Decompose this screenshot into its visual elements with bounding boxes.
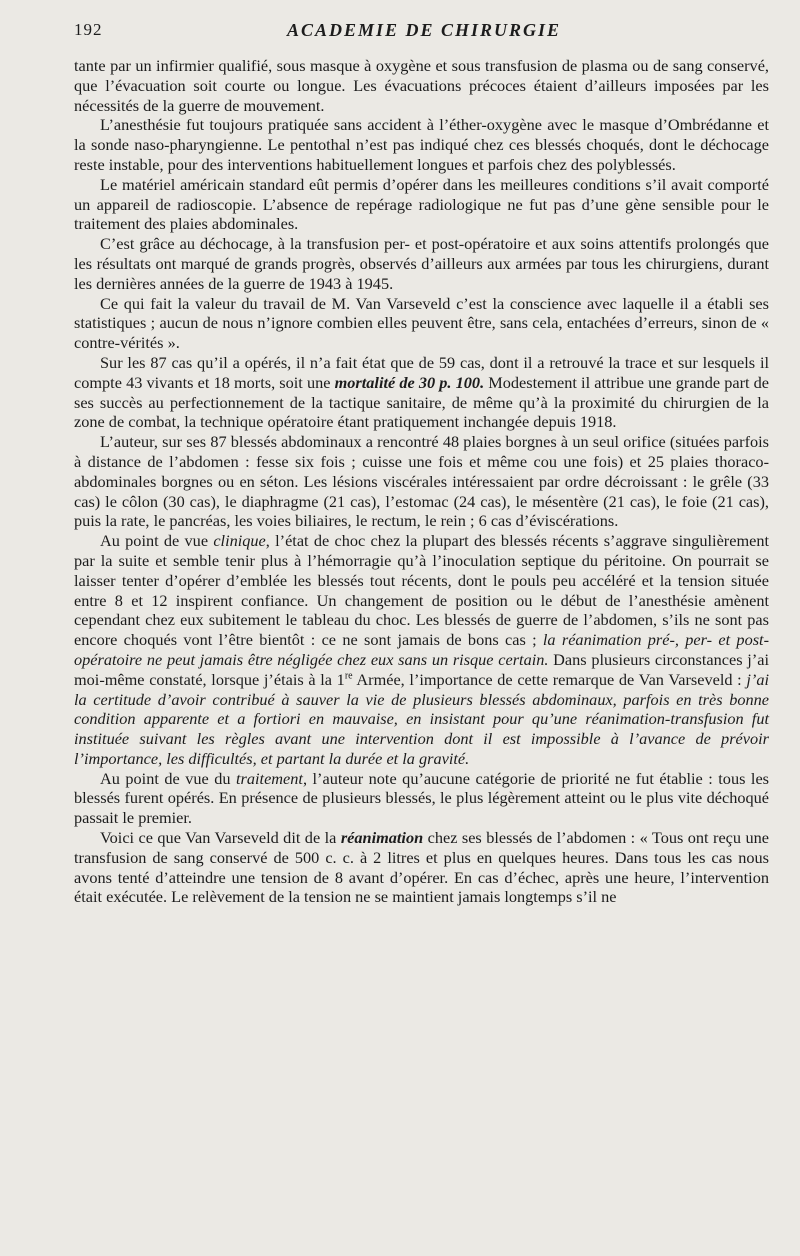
text-run: Voici ce que Van Varseveld dit de la [100, 828, 341, 848]
text-run: C’est grâce au déchocage, à la transfusion per- et post-opératoire et aux soins attentifs prolongés que les résultats ont marqué de grands progrès, observés d’ailleurs aux armées par tous les chirurgiens, durant les dernières années de la guerre de 1943 à 1945. [74, 234, 769, 293]
text-run: , l’auteur note qu’aucune catégorie de priorité ne fut établie : tous les blessés furent opérés. En présence de plusieurs blessés, le plus légèrement atteint ou le plus vite déchoqué passait le premier. [74, 768, 770, 828]
text-run: Au point de vue [100, 531, 214, 551]
superscript: re [344, 670, 353, 682]
text-run: tante par un infirmier qualifié, sous masque à oxygène et sous transfusion de plasma ou de sang conservé, que l’évacuation soit courte ou longue. Les évacuations précoces étaient d’ailleurs imposées par les nécessités de la guerre de mouvement. [74, 56, 769, 115]
paragraph [74, 56, 769, 115]
paragraph [74, 115, 769, 174]
text-run: Dans plusieurs circonstances j’ai moi-même constaté, lorsque j’étais à la 1 [74, 649, 769, 689]
paragraph [74, 531, 769, 769]
text-run: L’auteur, sur ses 87 blessés abdominaux a rencontré 48 plaies borgnes à un seul orifice (situées parfois à distance de l’abdomen : fesse six fois ; cuisse une fois et même cou une fois) et 25 plaies thoraco-abdominales borgnes ou en séton. Les lésions viscérales intéressaient par ordre décroissant : le grêle (33 cas) le côlon (30 cas), le diaphragme (21 cas), l’estomac (24 cas), le mésentère (21 cas), le foie (21 cas), puis la rate, le pancréas, les voies biliaires, le rectum, le rein ; 6 cas d’éviscérations. [74, 432, 769, 531]
text-run: L’anesthésie fut toujours pratiquée sans accident à l’éther-oxygène avec le masque d’Ombrédanne et la sonde naso-pharyngienne. Le pentothal n’est pas indiqué chez ces blessés choqués, dont le déchocage reste instable, pour des interventions habituellement longues et parfois chez des polyblessés. [74, 115, 769, 174]
text-run: , l’état de choc chez la plupart des blessés récents s’aggrave singulièrement par la suite et semble tenir plus à l’hémorragie qu’à l’inoculation septique du péritoine. On pourrait se laisser tenter d’opérer d’emblée les blessés tout récents, dont le pouls peu accéléré et la tension située entre 8 et 12 inspirent confiance. Un changement de position ou le début de l’anesthésie amènent cependant chez eux subitement le tableau du choc. Les blessés de guerre de l’abdomen, s’ils ne sont pas encore choqués vont l’être bientôt : ce ne sont jamais de bons cas ; [74, 531, 770, 650]
running-title: ACADEMIE DE CHIRURGIE [286, 20, 562, 40]
paragraph [74, 175, 769, 234]
italic-text: la réanimation pré-, per- et post-opératoire ne peut jamais être négligée chez eux sans un risque certain. [74, 630, 769, 669]
paragraph [74, 769, 769, 828]
emphasis-text: mortalité de 30 p. 100. [334, 372, 485, 392]
text-run: Sur les 87 cas qu’il a opérés, il n’a fait état que de 59 cas, dont il a retrouvé la trace et sur lesquels il compte 43 vivants et 18 morts, soit une [74, 352, 769, 392]
emphasis-text: réanimation [340, 828, 424, 848]
paragraph [74, 353, 769, 432]
italic-text: j’ai la certitude d’avoir contribué à sauver la vie de plusieurs blessés abdominaux, parfois en très bonne condition apparente et a fortiori en mauvaise, en insistant pour qu’une réanimation-transfusion fut instituée suivant les règles avant une intervention dont il est impossible à l’avance de prévoir l’importance, les difficultés, et partant la durée et la gravité. [74, 669, 769, 768]
text-run: Au point de vue du [100, 768, 237, 788]
paragraph [74, 234, 769, 293]
article-body [74, 56, 769, 907]
paragraph [74, 828, 769, 907]
text-run: chez ses blessés de l’abdomen : « Tous ont reçu une transfusion de sang conservé de 500 c. c. à 2 litres et plus en quelques heures. Dans tous les cas nous avons tenté d’atteindre une tension de 8 avant d’opérer. En cas d’échec, après une heure, l’intervention était exécutée. Le relèvement de la tension ne se maintient jamais longtemps s’il ne [74, 828, 769, 907]
text-run: Armée, l’importance de cette remarque de Van Varseveld : [352, 669, 747, 689]
paragraph [74, 432, 769, 531]
paragraph [74, 294, 769, 353]
page-header [74, 20, 774, 46]
text-run: Modestement il attribue une grande part de ses succès au perfectionnement de la tactique sanitaire, de même qu’à la proximité du chirurgien de la zone de combat, la technique opératoire étant pratiquement inchangée depuis 1918. [74, 372, 770, 432]
text-run: Le matériel américain standard eût permis d’opérer dans les meilleures conditions s’il avait comporté un appareil de radioscopie. L’absence de repérage radiologique ne fut pas d’une gène sensible pour le traitement des plaies abdominales. [74, 174, 769, 234]
italic-text: clinique [213, 531, 266, 551]
text-run: Ce qui fait la valeur du travail de M. Van Varseveld c’est la conscience avec laquelle il a établi ses statistiques ; aucun de nous n’ignore combien elles peuvent être, sans cela, entachées d’erreurs, sinon de « contre-vérités ». [74, 293, 769, 353]
page-number: 192 [74, 20, 103, 39]
italic-text: traitement [236, 768, 303, 788]
